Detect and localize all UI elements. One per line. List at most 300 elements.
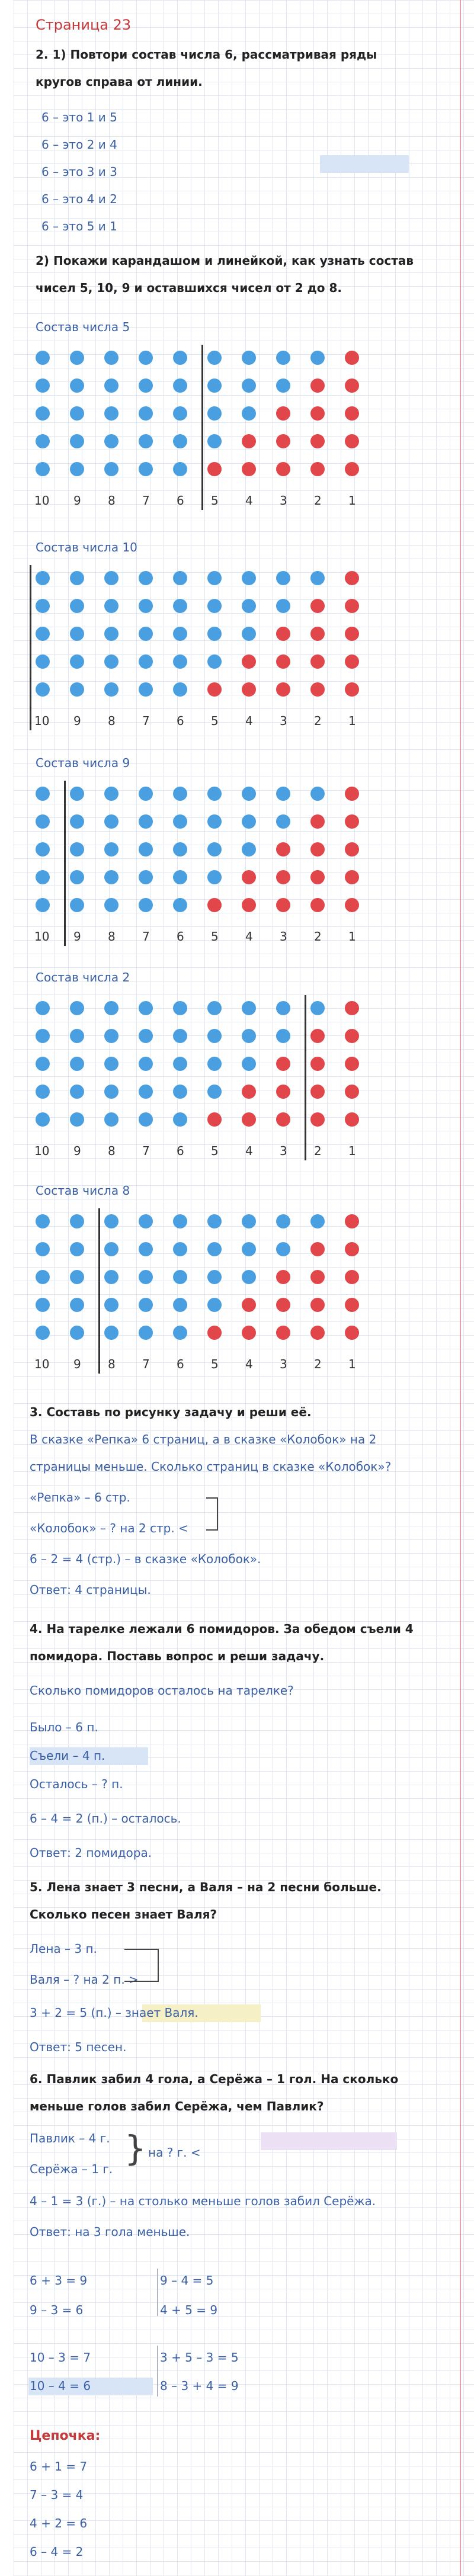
axis-number: 9 [73,1357,81,1371]
task6-heading: 6. Павлик забил 4 гола, а Серёжа – 1 гол. На сколько [30,2072,399,2086]
blue-dot [70,1242,84,1256]
equation: 8 – 3 + 4 = 9 [160,2379,239,2393]
axis-number: 9 [73,714,81,728]
red-dot [345,842,359,856]
red-dot [276,655,290,669]
task5-heading-cont: Сколько песен знает Валя? [30,1907,217,1921]
red-dot [276,1326,290,1340]
blue-dot [242,814,256,829]
red-dot [345,378,359,393]
axis-number: 8 [108,1144,116,1158]
axis-number: 4 [245,714,253,728]
red-dot [242,462,256,476]
blue-dot [36,870,50,884]
equation: 4 + 5 = 9 [160,2303,218,2317]
blue-dot [207,1001,222,1015]
axis-number: 5 [211,1144,219,1158]
blue-dot [70,378,84,393]
blue-dot [104,842,118,856]
axis-number: 8 [108,714,116,728]
blue-dot [70,351,84,365]
blue-dot [104,1057,118,1071]
comparison-bracket [206,1497,218,1531]
red-dot [276,1057,290,1071]
red-dot [207,898,222,912]
red-dot [207,462,222,476]
axis-number: 9 [73,1144,81,1158]
blue-dot [70,870,84,884]
task6-short-condition: Павлик – 4 г. [30,2131,110,2145]
blue-dot [104,599,118,613]
red-dot [310,814,325,829]
blue-dot [139,1085,153,1099]
task5-heading: 5. Лена знает 3 песни, а Валя – на 2 песни больше. [30,1880,382,1894]
red-dot [345,351,359,365]
blue-dot [207,1298,222,1312]
axis-number: 2 [314,929,322,944]
task4-short-condition: Было – 6 п. [30,1720,98,1734]
brace-icon: } [124,2128,146,2168]
blue-dot [104,655,118,669]
blue-dot [242,787,256,801]
blue-dot [36,571,50,585]
red-dot [345,1214,359,1228]
red-dot [276,682,290,697]
task3-short-condition: «Репка» – 6 стр. [30,1490,130,1504]
chain-title: Цепочка: [30,2429,101,2443]
blue-dot [70,787,84,801]
blue-dot [139,462,153,476]
task4-solution: 6 – 4 = 2 (п.) – осталось. [30,1811,181,1826]
axis-number: 2 [314,493,322,508]
blue-dot [139,898,153,912]
axis-number: 8 [108,493,116,508]
red-dot [310,599,325,613]
composition-line: 6 – это 5 и 1 [41,219,117,233]
red-dot [310,1085,325,1099]
blue-dot [104,351,118,365]
blue-dot [104,571,118,585]
red-dot [276,462,290,476]
axis-number: 1 [348,1357,356,1371]
red-dot [345,571,359,585]
blue-dot [36,1001,50,1015]
grid-label: Состав числа 5 [36,320,130,334]
red-dot [345,787,359,801]
blue-dot [310,787,325,801]
axis-number: 3 [280,1144,287,1158]
blue-dot [173,1298,187,1312]
task6-short-condition: Серёжа – 1 г. [30,2162,113,2176]
blue-dot [173,627,187,641]
blue-dot [70,1057,84,1071]
axis-number: 1 [348,929,356,944]
blue-dot [104,1326,118,1340]
blue-dot [173,655,187,669]
blue-dot [104,462,118,476]
red-dot [276,870,290,884]
blue-dot [310,1214,325,1228]
task6-brace-question: на ? г. < [148,2145,201,2160]
axis-number: 5 [211,929,219,944]
axis-number: 9 [73,929,81,944]
axis-number: 5 [211,493,219,508]
blue-dot [276,1214,290,1228]
axis-number: 3 [280,929,287,944]
task6-answer: Ответ: на 3 гола меньше. [30,2225,190,2239]
task5-solution: 3 + 2 = 5 (п.) – знает Валя. [30,2006,198,2020]
composition-line: 6 – это 2 и 4 [41,137,117,152]
blue-dot [139,1057,153,1071]
task2-heading: 2. 1) Повтори состав числа 6, рассматривая ряды [36,47,377,62]
red-dot [345,870,359,884]
blue-dot [70,434,84,448]
blue-dot [173,682,187,697]
blue-dot [139,1001,153,1015]
blue-dot [173,462,187,476]
axis-number: 5 [211,714,219,728]
blue-dot [242,378,256,393]
task4-heading: 4. На тарелке лежали 6 помидоров. За обедом съели 4 [30,1622,414,1636]
blue-dot [36,1085,50,1099]
red-dot [345,814,359,829]
red-dot [310,1298,325,1312]
equation: 9 – 3 = 6 [30,2303,84,2317]
blue-dot [139,351,153,365]
equation: 10 – 4 = 6 [30,2379,91,2393]
axis-number: 5 [211,1357,219,1371]
blue-dot [139,434,153,448]
axis-number: 6 [177,1357,184,1371]
red-dot [310,1326,325,1340]
red-dot [345,406,359,421]
blue-dot [173,1270,187,1284]
red-dot [242,1326,256,1340]
blue-dot [36,655,50,669]
blue-dot [207,870,222,884]
grid-label: Состав числа 2 [36,970,130,984]
red-dot [345,1001,359,1015]
equation: 6 + 3 = 9 [30,2273,88,2288]
red-dot [310,898,325,912]
axis-number: 2 [314,714,322,728]
blue-dot [173,1214,187,1228]
red-dot [276,434,290,448]
blue-dot [139,1326,153,1340]
blue-dot [104,1270,118,1284]
blue-dot [36,462,50,476]
blue-dot [70,406,84,421]
blue-dot [70,462,84,476]
blue-dot [207,571,222,585]
red-dot [345,1057,359,1071]
blue-dot [173,1112,187,1127]
axis-number: 10 [34,1144,50,1158]
red-dot [242,434,256,448]
blue-dot [36,1029,50,1043]
red-dot [310,1029,325,1043]
blue-dot [242,1001,256,1015]
red-dot [310,655,325,669]
highlight-mark [320,155,409,173]
blue-dot [36,1214,50,1228]
page-title: Страница 23 [36,17,132,33]
blue-dot [242,599,256,613]
red-dot [310,378,325,393]
blue-dot [207,1057,222,1071]
blue-dot [310,351,325,365]
blue-dot [36,842,50,856]
blue-dot [207,814,222,829]
red-dot [345,1270,359,1284]
divider [157,2346,158,2397]
blue-dot [139,406,153,421]
task3-answer: Ответ: 4 страницы. [30,1583,151,1597]
blue-dot [70,1270,84,1284]
blue-dot [276,1242,290,1256]
ruler-line [64,781,66,946]
blue-dot [173,434,187,448]
blue-dot [139,1112,153,1127]
blue-dot [36,351,50,365]
blue-dot [173,1326,187,1340]
red-dot [345,682,359,697]
blue-dot [70,1029,84,1043]
blue-dot [207,1242,222,1256]
axis-number: 10 [34,714,50,728]
ruler-line [201,345,203,510]
axis-number: 3 [280,1357,287,1371]
blue-dot [242,1214,256,1228]
blue-dot [70,814,84,829]
blue-dot [242,1270,256,1284]
blue-dot [139,787,153,801]
blue-dot [104,627,118,641]
blue-dot [276,571,290,585]
blue-dot [70,898,84,912]
blue-dot [139,870,153,884]
task6-solution: 4 – 1 = 3 (г.) – на столько меньше голов забил Серёжа. [30,2194,376,2208]
axis-number: 8 [108,929,116,944]
red-dot [345,1298,359,1312]
red-dot [345,1242,359,1256]
blue-dot [36,627,50,641]
red-dot [345,627,359,641]
axis-number: 1 [348,714,356,728]
blue-dot [104,1112,118,1127]
blue-dot [207,599,222,613]
red-dot [207,1326,222,1340]
red-dot [345,1085,359,1099]
equation: 10 – 3 = 7 [30,2350,91,2365]
axis-number: 4 [245,929,253,944]
blue-dot [70,1112,84,1127]
task3-heading: 3. Составь по рисунку задачу и реши её. [30,1405,312,1419]
red-dot [345,1029,359,1043]
task5-answer: Ответ: 5 песен. [30,2040,127,2054]
blue-dot [207,787,222,801]
red-dot [310,462,325,476]
red-dot [345,1112,359,1127]
axis-number: 2 [314,1357,322,1371]
blue-dot [139,814,153,829]
blue-dot [70,627,84,641]
red-dot [345,599,359,613]
blue-dot [242,571,256,585]
red-dot [310,1242,325,1256]
blue-dot [139,1029,153,1043]
blue-dot [173,1085,187,1099]
blue-dot [104,406,118,421]
blue-dot [242,351,256,365]
task3-text: страницы меньше. Сколько страниц в сказке «Колобок»? [30,1459,392,1474]
red-dot [242,1298,256,1312]
blue-dot [207,627,222,641]
red-dot [276,1085,290,1099]
task6-heading-cont: меньше голов забил Серёжа, чем Павлик? [30,2099,324,2113]
red-dot [276,1270,290,1284]
blue-dot [173,1242,187,1256]
blue-dot [139,571,153,585]
red-dot [276,1112,290,1127]
red-dot [276,898,290,912]
blue-dot [70,571,84,585]
blue-dot [36,434,50,448]
red-dot [310,842,325,856]
blue-dot [70,1001,84,1015]
task5-short-condition: Лена – 3 п. [30,1942,97,1956]
blue-dot [36,787,50,801]
equation: 9 – 4 = 5 [160,2273,214,2288]
task3-text: В сказке «Репка» 6 страниц, а в сказке «Колобок» на 2 [30,1432,377,1446]
task5-short-condition: Валя – ? на 2 п. > [30,1972,139,1987]
blue-dot [36,406,50,421]
ruler-line [305,995,306,1160]
red-dot [345,898,359,912]
ruler-line [98,1208,100,1374]
blue-dot [104,1214,118,1228]
blue-dot [207,434,222,448]
blue-dot [173,814,187,829]
blue-dot [104,1085,118,1099]
blue-dot [36,1270,50,1284]
blue-dot [207,1214,222,1228]
axis-number: 4 [245,1144,253,1158]
blue-dot [104,870,118,884]
axis-number: 3 [280,493,287,508]
blue-dot [276,599,290,613]
blue-dot [70,655,84,669]
red-dot [310,870,325,884]
blue-dot [207,406,222,421]
blue-dot [207,1085,222,1099]
blue-dot [139,1270,153,1284]
axis-number: 10 [34,1357,50,1371]
axis-number: 3 [280,714,287,728]
task4-question: Сколько помидоров осталось на тарелке? [30,1683,294,1698]
chain-line: 6 – 4 = 2 [30,2545,84,2559]
task3-solution: 6 – 2 = 4 (стр.) – в сказке «Колобок». [30,1552,261,1566]
blue-dot [139,1214,153,1228]
red-dot [242,1112,256,1127]
blue-dot [207,1029,222,1043]
blue-dot [36,898,50,912]
red-dot [207,1112,222,1127]
red-dot [345,1326,359,1340]
blue-dot [139,655,153,669]
red-dot [310,434,325,448]
blue-dot [139,1242,153,1256]
chain-line: 4 + 2 = 6 [30,2516,88,2530]
blue-dot [276,814,290,829]
blue-dot [276,351,290,365]
red-dot [310,1270,325,1284]
axis-number: 6 [177,929,184,944]
divider [157,2269,158,2316]
task4-heading-cont: помидора. Поставь вопрос и реши задачу. [30,1649,325,1663]
blue-dot [36,1242,50,1256]
blue-dot [104,814,118,829]
blue-dot [104,434,118,448]
axis-number: 7 [142,929,150,944]
equation: 3 + 5 – 3 = 5 [160,2350,239,2365]
red-dot [310,1112,325,1127]
blue-dot [173,378,187,393]
red-dot [242,682,256,697]
red-dot [345,434,359,448]
blue-dot [207,655,222,669]
blue-dot [242,627,256,641]
blue-dot [173,406,187,421]
blue-dot [173,1001,187,1015]
red-dot [276,842,290,856]
blue-dot [104,1029,118,1043]
task2-heading-cont: кругов справа от линии. [36,75,203,89]
axis-number: 8 [108,1357,116,1371]
blue-dot [139,599,153,613]
blue-dot [207,378,222,393]
blue-dot [104,787,118,801]
blue-dot [207,842,222,856]
blue-dot [104,1242,118,1256]
axis-number: 4 [245,1357,253,1371]
red-dot [310,627,325,641]
composition-line: 6 – это 3 и 3 [41,165,117,179]
red-dot [242,655,256,669]
blue-dot [36,599,50,613]
red-dot [242,898,256,912]
blue-dot [310,1001,325,1015]
blue-dot [242,406,256,421]
blue-dot [242,1242,256,1256]
blue-dot [173,898,187,912]
blue-dot [70,842,84,856]
blue-dot [36,1112,50,1127]
red-dot [310,1057,325,1071]
axis-number: 6 [177,493,184,508]
chain-line: 6 + 1 = 7 [30,2459,88,2474]
blue-dot [139,1298,153,1312]
red-dot [276,1298,290,1312]
blue-dot [276,1029,290,1043]
blue-dot [173,1057,187,1071]
blue-dot [173,599,187,613]
axis-number: 1 [348,493,356,508]
task2-subheading-cont: чисел 5, 10, 9 и оставшихся чисел от 2 до 8. [36,281,342,295]
comparison-bracket [124,1949,159,1982]
blue-dot [70,1298,84,1312]
blue-dot [207,351,222,365]
